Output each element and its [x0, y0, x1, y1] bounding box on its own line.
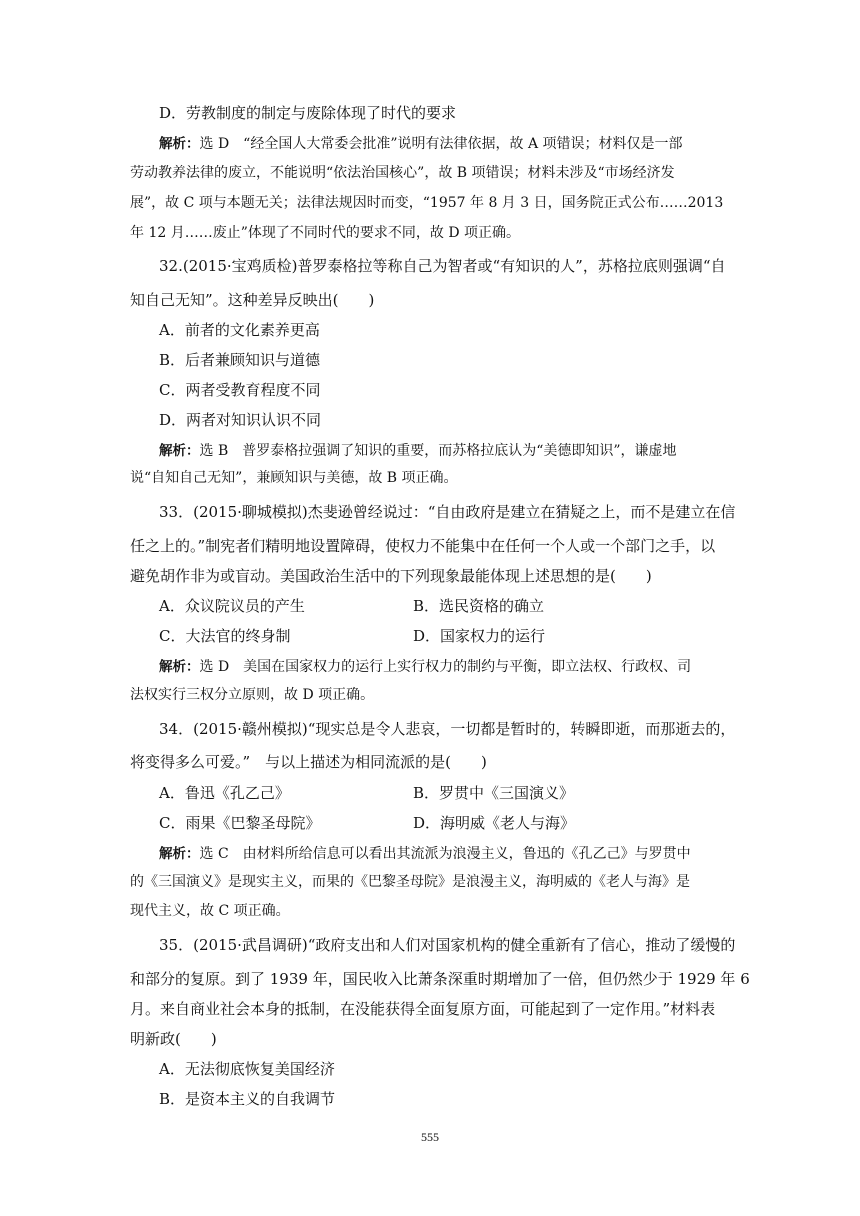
- analysis-tag: 解析：: [159, 443, 200, 459]
- q35-option-a: A．无法彻底恢复美国经济: [159, 1060, 335, 1078]
- q33-stem-line-3: 避免胡作非为或盲动。美国政治生活中的下列现象最能体现上述思想的是( ): [130, 567, 652, 585]
- q33-option-a: A．众议院议员的产生: [159, 597, 305, 615]
- q31-option-d: D．劳教制度的制定与废除体现了时代的要求: [159, 104, 457, 122]
- q33-option-d: D．国家权力的运行: [413, 627, 546, 645]
- q35-stem-line-1: 35．(2015·武昌调研)“政府支出和人们对国家机构的健全重新有了信心，推动了缓慢的: [159, 936, 736, 954]
- q32-stem-line-1: 32.(2015·宝鸡质检)普罗泰格拉等称自己为智者或“有知识的人”，苏格拉底则强调“自: [159, 257, 726, 275]
- q32-option-c: C．两者受教育程度不同: [159, 381, 321, 399]
- q32-option-d: D．两者对知识认识不同: [159, 411, 322, 429]
- q33-stem-line-1: 33．(2015·聊城模拟)杰斐逊曾经说过：“自由政府是建立在猜疑之上，而不是建立在信: [159, 503, 736, 521]
- q33-stem-line-2: 任之上的。”制宪者们精明地设置障碍，使权力不能集中在任何一个人或一个部门之手，以: [130, 537, 716, 555]
- q33-analysis-line-2: 法权实行三权分立原则，故 D 项正确。: [130, 687, 375, 703]
- q35-stem-line-4: 明新政( ): [130, 1030, 217, 1048]
- q32-analysis-line-1: 解析：选 B 普罗泰格拉强调了知识的重要，而苏格拉底认为“美德即知识”，谦虚地: [159, 443, 677, 459]
- q35-option-b: B．是资本主义的自我调节: [159, 1090, 336, 1108]
- q35-stem-line-2: 和部分的复原。到了 1939 年，国民收入比萧条深重时期增加了一倍，但仍然少于 1929 年 6: [130, 970, 750, 988]
- q34-option-c: C．雨果《巴黎圣母院》: [159, 814, 321, 832]
- q34-option-a: A．鲁迅《孔乙己》: [159, 784, 290, 802]
- q31-analysis-line-2: 劳动教养法律的废立，不能说明“依法治国核心”，故 B 项错误；材料未涉及“市场经济发: [130, 165, 675, 181]
- q34-option-b: B．罗贯中《三国演义》: [413, 784, 575, 802]
- analysis-tag: 解析：: [159, 136, 200, 152]
- q33-analysis-line-1: 解析：选 D 美国在国家权力的运行上实行权力的制约与平衡，即立法权、行政权、司: [159, 659, 692, 675]
- q32-option-a: A．前者的文化素养更高: [159, 321, 320, 339]
- q34-option-d: D．海明威《老人与海》: [413, 814, 576, 832]
- q34-analysis-line-3: 现代主义，故 C 项正确。: [130, 903, 290, 919]
- q31-analysis-line-4: 年 12 月……废止”体现了不同时代的要求不同，故 D 项正确。: [130, 225, 520, 241]
- q33-option-b: B．选民资格的确立: [413, 597, 545, 615]
- q34-stem-line-1: 34．(2015·赣州模拟)“现实总是令人悲哀，一切都是暂时的，转瞬即逝，而那逝去的，: [159, 720, 736, 738]
- analysis-tag: 解析：: [159, 846, 200, 862]
- q31-analysis-line-3: 展”，故 C 项与本题无关；法律法规因时而变，“1957 年 8 月 3 日，国务院正式公布……2013: [130, 195, 724, 211]
- analysis-tag: 解析：: [159, 659, 200, 675]
- page-number: 555: [421, 1130, 439, 1144]
- q34-analysis-line-2: 的《三国演义》是现实主义，而果的《巴黎圣母院》是浪漫主义，海明威的《老人与海》是: [130, 874, 690, 890]
- q34-stem-line-2: 将变得多么可爱。” 与以上描述为相同流派的是( ): [130, 753, 487, 771]
- q31-analysis-line-1: 解析：选 D “经全国人大常委会批准”说明有法律依据，故 A 项错误；材料仅是一部: [159, 136, 683, 152]
- q35-stem-line-3: 月。来自商业社会本身的抵制，在没能获得全面复原方面，可能起到了一定作用。”材料表: [130, 1000, 716, 1018]
- q32-analysis-line-2: 说“自知自己无知”，兼顾知识与美德，故 B 项正确。: [130, 470, 458, 486]
- q32-option-b: B．后者兼顾知识与道德: [159, 351, 321, 369]
- q34-analysis-line-1: 解析：选 C 由材料所给信息可以看出其流派为浪漫主义，鲁迅的《孔乙己》与罗贯中: [159, 846, 691, 862]
- q32-stem-line-2: 知自己无知”。这种差异反映出( ): [130, 291, 375, 309]
- q33-option-c: C．大法官的终身制: [159, 627, 291, 645]
